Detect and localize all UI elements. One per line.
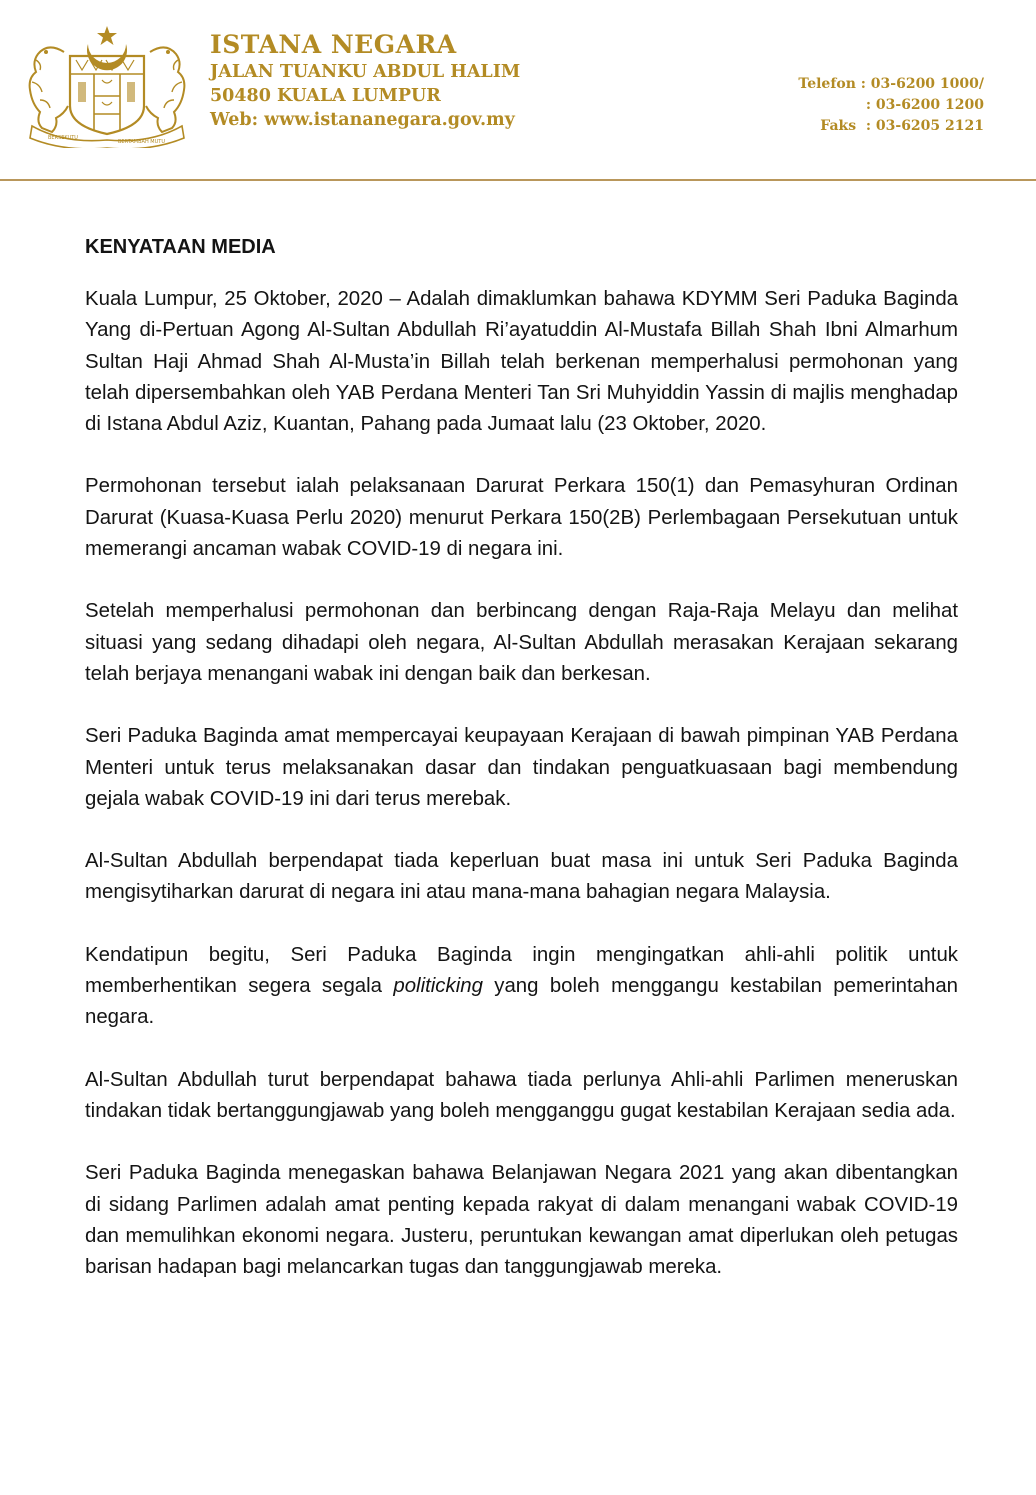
statement-body <box>85 284 958 1314</box>
crest-ribbon-left-text: BERSEKUTU <box>48 135 78 141</box>
letterhead <box>0 0 1036 182</box>
address-street: JALAN TUANKU ABDUL HALIM <box>210 62 521 82</box>
paragraph: Permohonan tersebut ialah pelaksanaan Darurat Perkara 150(1) dan Pemasyhuran Ordinan Darurat (Kuasa-Kuasa Perlu 2020) menurut Perkara 150(2B) Perlembagaan Persekutuan untuk memerangi ancaman wabak COVID-19 di negara ini. <box>85 475 958 561</box>
crest-ribbon-right-text: BERTAMBAH MUTU <box>118 139 165 145</box>
paragraph: Kuala Lumpur, 25 Oktober, 2020 – Adalah dimaklumkan bahawa KDYMM Seri Paduka Baginda Yang di-Pertuan Agong Al-Sultan Abdullah Ri’ayatuddin Al-Mustafa Billah Shah Ibni Almarhum Sultan Haji Ahmad Shah Al-Musta’in Billah telah berkenan memperhalusi permohonan yang telah dipersembahkan oleh YAB Perdana Menteri Tan Sri Muhyiddin Yassin di majlis menghadap di Istana Abdul Aziz, Kuantan, Pahang pada Jumaat lalu (23 Oktober, 2020. <box>85 288 958 436</box>
header-divider <box>0 179 1036 181</box>
contact-numbers: Telefon : 03-6200 1000/ : 03-6200 1200 Faks : 03-6205 2121 <box>798 76 984 134</box>
paragraph-text-start: Kendatipun begitu, Seri Paduka Baginda ingin mengingatkan ahli-ahli politik untuk memberhentikan segera segala <box>85 943 958 998</box>
website-line: Web: www.istananegara.gov.my <box>210 110 515 130</box>
italic-term: politicking <box>393 975 483 998</box>
paragraph: Setelah memperhalusi permohonan dan berbincang dengan Raja-Raja Melayu dan melihat situasi yang sedang dihadapi oleh negara, Al-Sultan Abdullah merasakan Kerajaan sekarang telah berjaya menangani wabak ini dengan baik dan berkesan. <box>85 600 958 685</box>
paragraph: Al-Sultan Abdullah berpendapat tiada keperluan buat masa ini untuk Seri Paduka Baginda mengisytiharkan darurat di negara ini atau mana-mana bahagian negara Malaysia. <box>85 850 958 904</box>
paragraph-text-end: yang boleh menggangu kestabilan pemerintahan negara. <box>85 975 959 1029</box>
statement-heading: KENYATAAN MEDIA <box>85 236 276 258</box>
paragraph: Seri Paduka Baginda amat mempercayai keupayaan Kerajaan di bawah pimpinan YAB Perdana Menteri untuk terus melaksanakan dasar dan tindakan penguatkuasaan bagi membendung gejala wabak COVID-19 ini dari terus merebak. <box>85 725 958 810</box>
organization-name: ISTANA NEGARA <box>210 30 457 59</box>
paragraph-politicking <box>85 940 958 1034</box>
address-city: 50480 KUALA LUMPUR <box>210 86 441 106</box>
paragraph: Seri Paduka Baginda menegaskan bahawa Belanjawan Negara 2021 yang akan dibentangkan di sidang Parlimen adalah amat penting kepada rakyat di dalam menangani wabak COVID-19 dan memulihkan ekonomi negara. Justeru, peruntukan kewangan amat diperlukan oleh petugas barisan hadapan bagi melancarkan tugas dan tanggungjawab mereka. <box>85 1162 958 1279</box>
paragraph: Al-Sultan Abdullah turut berpendapat bahawa tiada perlunya Ahli-ahli Parlimen meneruskan tindakan tidak bertanggungjawab yang boleh mengganggu gugat kestabilan Kerajaan sedia ada. <box>85 1068 958 1122</box>
organization-address-block <box>210 30 520 132</box>
coat-of-arms-logo <box>14 22 200 148</box>
